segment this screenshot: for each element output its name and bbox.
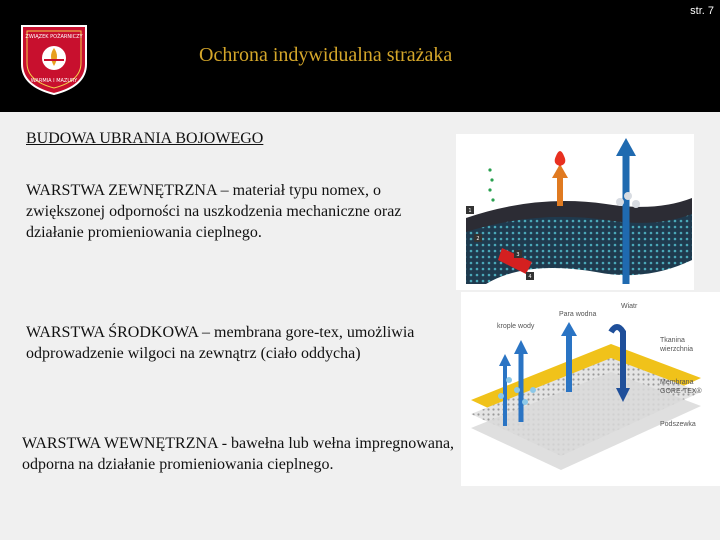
paragraph-outer-layer: WARSTWA ZEWNĘTRZNA – materiał typu nomex, o zwiększonej odporności na uszkodzenia mechaniczne oraz działanie promieniowania cieplnego. <box>26 182 402 241</box>
label-outer-fabric-2: wierzchnia <box>660 346 694 353</box>
label-outer-fabric-1: Tkanina <box>660 337 685 344</box>
crest-bottom-text: WARMIA I MAZURY <box>30 78 78 84</box>
paragraph-middle-layer: WARSTWA ŚRODKOWA – membrana gore-tex, umożliwia odprowadzenie wilgoci na zewnątrz (ciało oddycha) <box>26 324 415 362</box>
firefighter-crest-icon <box>18 20 90 96</box>
label-wind: Wiatr <box>621 303 638 310</box>
label-membrane-2: GORE-TEX® <box>660 388 702 395</box>
paragraph-inner-layer: WARSTWA WEWNĘTRZNA - bawełna lub wełna impregnowana, odporna na działanie promieniowania cieplnego. <box>22 435 455 473</box>
marker-1: 1 <box>468 208 472 214</box>
fabric-layers-illustration <box>456 134 694 290</box>
gore-tex-membrane-illustration <box>461 292 720 486</box>
label-membrane-1: Membrana <box>660 379 694 386</box>
label-vapor: Para wodna <box>559 311 597 318</box>
section-heading: BUDOWA UBRANIA BOJOWEGO <box>26 130 264 147</box>
marker-3: 3 <box>516 252 520 258</box>
label-lining: Podszewka <box>660 421 696 428</box>
marker-2: 2 <box>476 236 480 242</box>
crest-top-text: ZWIĄZEK POŻARNICZY <box>25 34 83 40</box>
marker-4: 4 <box>528 274 532 280</box>
slide-title: Ochrona indywidualna strażaka <box>199 44 453 66</box>
page-number: str. 7 <box>690 5 714 17</box>
label-water-drops: krople wody <box>497 323 535 330</box>
slide-header <box>0 0 720 112</box>
